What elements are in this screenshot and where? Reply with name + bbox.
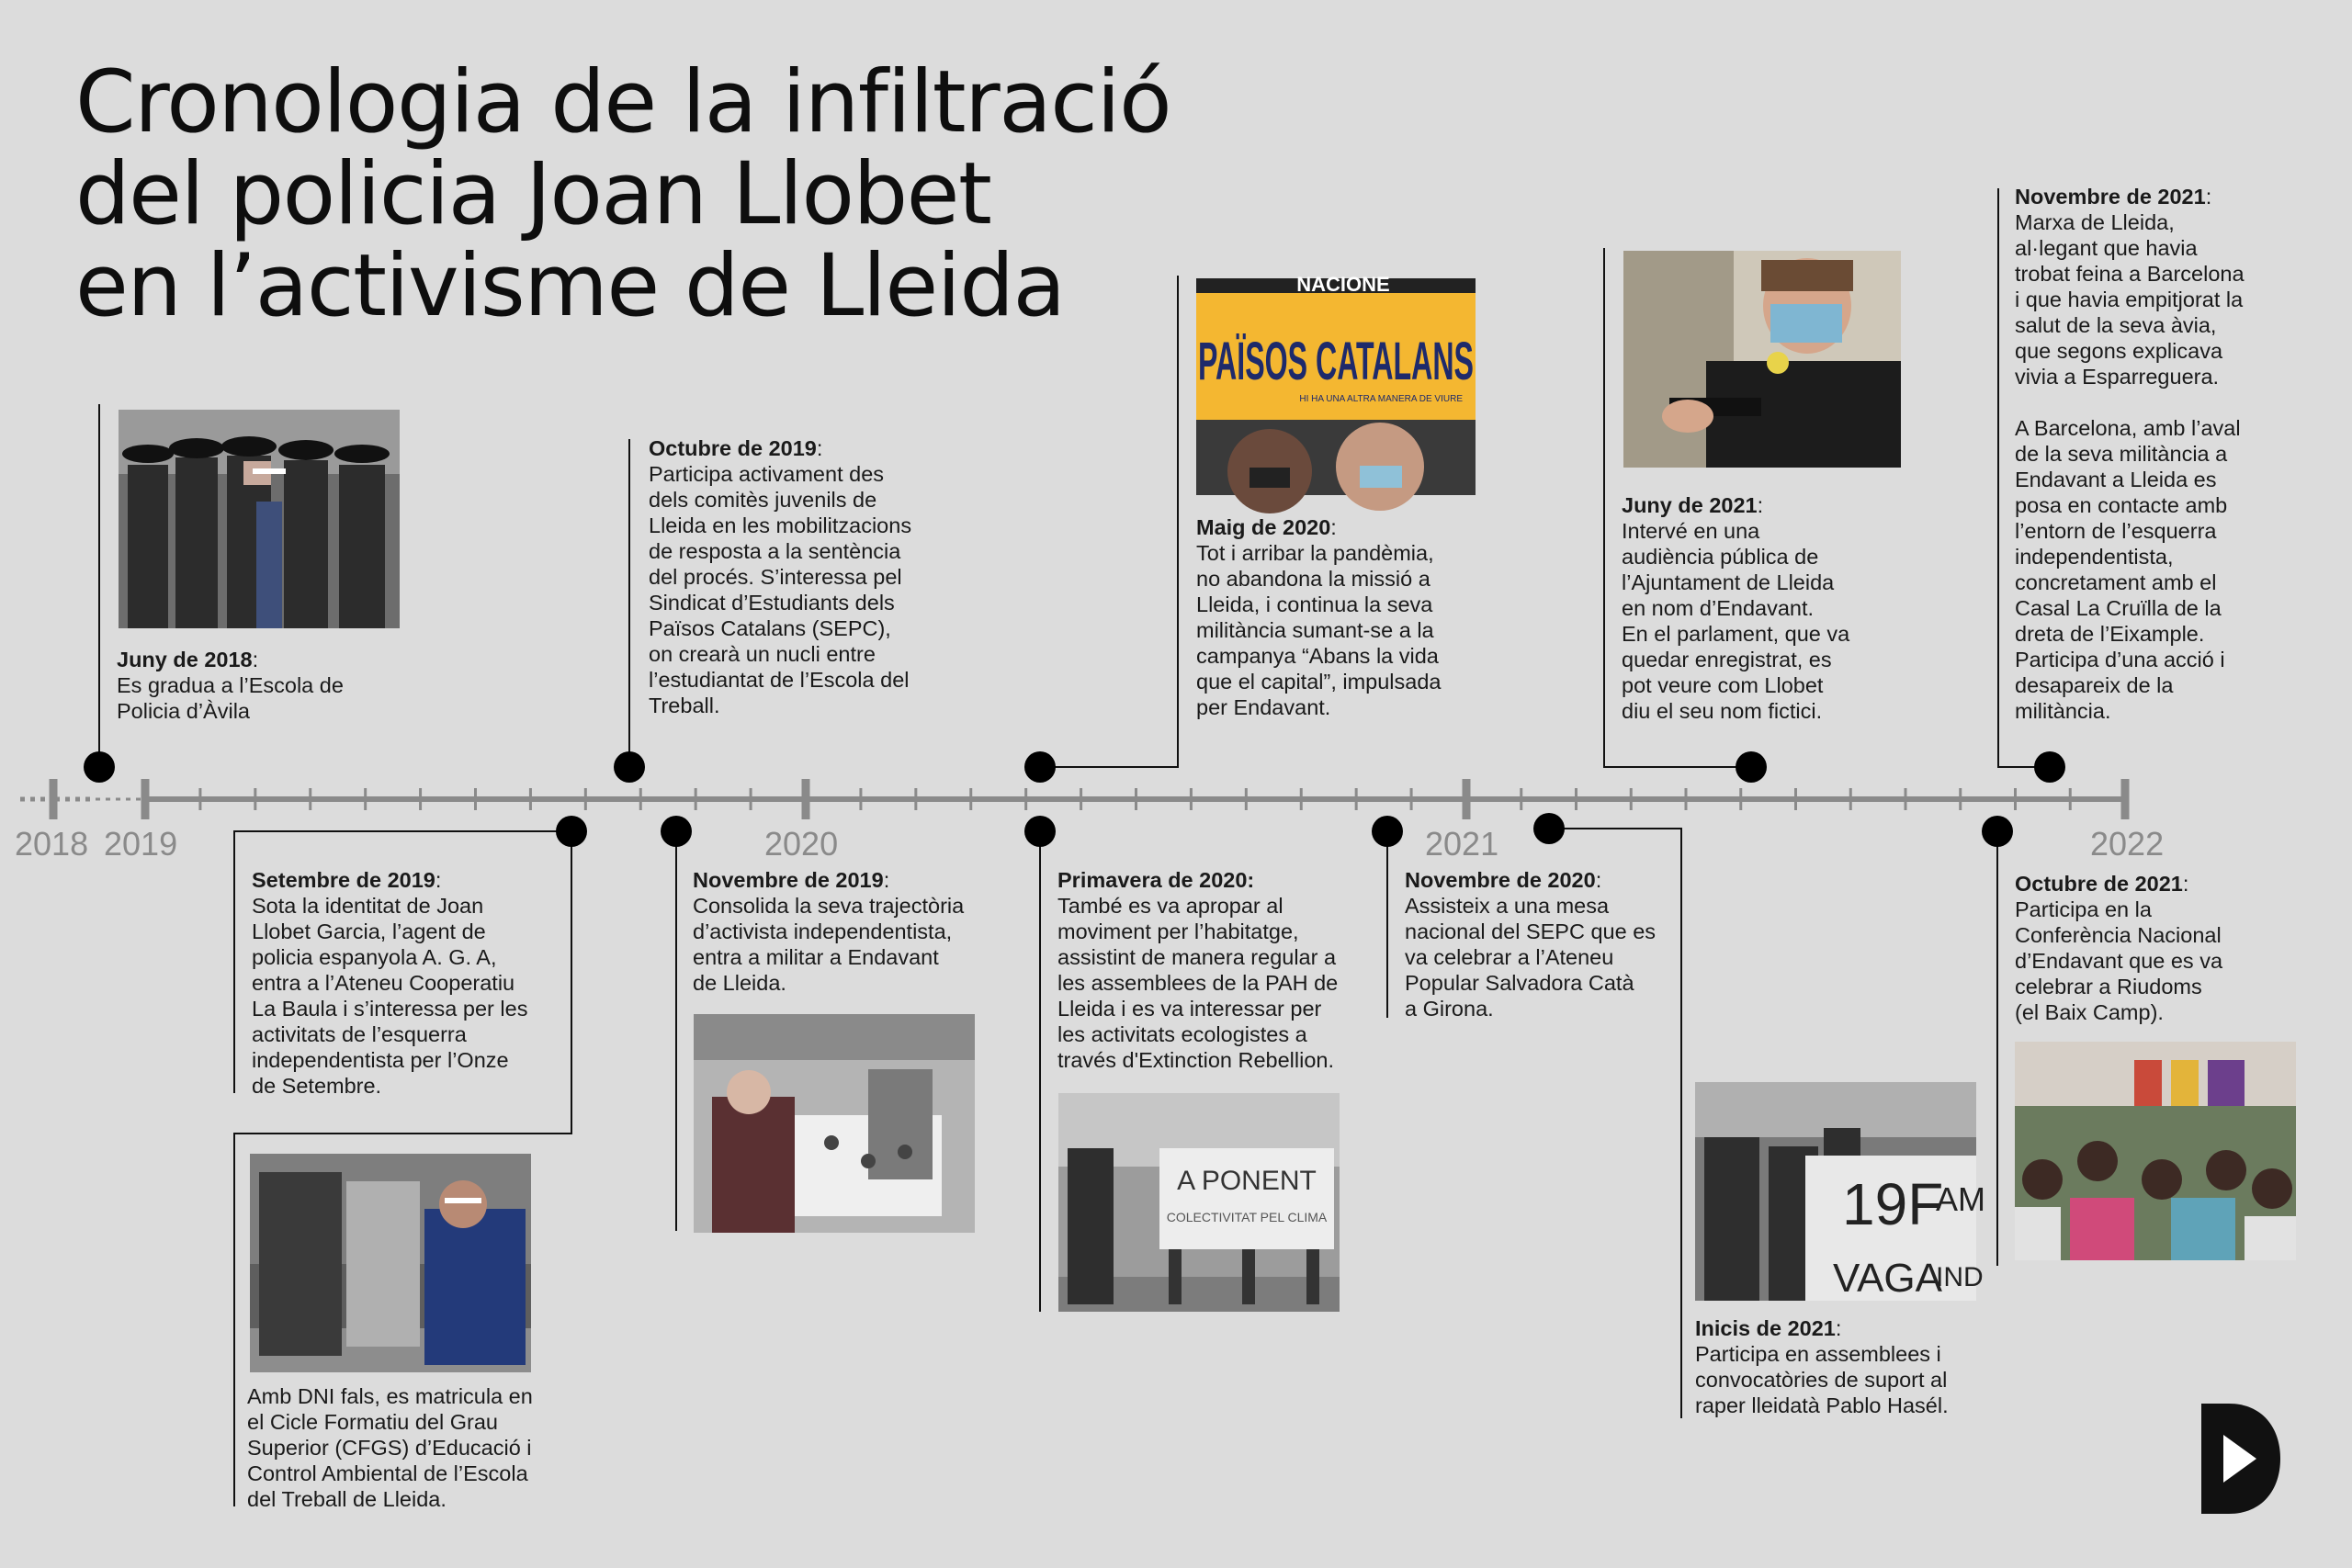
- entry-text: Participa en assemblees i convocatòries de suport al raper lleidatà Pablo Hasél.: [1695, 1342, 1949, 1417]
- sign-text-a-ponent: A PONENT: [1177, 1166, 1317, 1196]
- banner-subtext: HI HA UNA ALTRA MANERA DE VIURE: [1299, 394, 1463, 404]
- entry-text: Sota la identitat de Joan Llobet Garcia, l’agent de policia espanyola A. G. A, entra a l’Ateneu Cooperatiu La Baula i s’interessa per les activitats de l’esquerra independentista per l’Onze de Setembre.: [252, 894, 528, 1098]
- dot-inicis-2021: [1533, 813, 1565, 844]
- entry-date: Novembre de 2019: [693, 868, 884, 892]
- entry-primavera-2020: [1057, 867, 1374, 1073]
- entry-novembre-2020: [1405, 867, 1699, 1021]
- entry-date-sep: :: [816, 436, 823, 460]
- title-line-3: en l’activisme de Lleida: [75, 236, 1065, 336]
- entry-text: Assisteix a una mesa nacional del SEPC que es va celebrar a l’Ateneu Popular Salvadora Catà a Girona.: [1405, 894, 1657, 1021]
- entry-date: Inicis de 2021: [1695, 1316, 1836, 1340]
- dot-setembre-2019: [556, 816, 587, 847]
- entry-text: Participa activament des dels comitès juvenils de Lleida en les mobilitzacions de resposta a la sentència del procés. S’interessa pel Sindicat d’Estudiants dels Països Catalans (SEPC), on crearà un nucli entre l’estudiantat de l’Escola del Treball.: [649, 462, 912, 717]
- entry-text: Tot i arribar la pandèmia, no abandona la missió a Lleida, i continua la seva militància sumant-se a la campanya “Abans la vida que el capital”, impulsada per Endavant.: [1196, 541, 1442, 719]
- entry-date-sep: :: [1835, 1316, 1842, 1340]
- sign-ind: IND: [1936, 1262, 1984, 1292]
- sign-am: AM: [1936, 1180, 1985, 1218]
- entry-text: Amb DNI fals, es matricula en el Cicle Formatiu del Grau Superior (CFGS) d’Educació i Control Ambiental de l’Escola del Treball de Lleida.: [247, 1384, 533, 1511]
- title-line-2: del policia Joan Llobet: [75, 144, 991, 244]
- entry-novembre-2019: [693, 867, 1005, 996]
- entry-text: Participa en la Conferència Nacional d’Endavant que es va celebrar a Riudoms (el Baix Camp).: [2015, 897, 2223, 1024]
- entry-date: Novembre de 2020: [1405, 868, 1596, 892]
- year-label-2020: 2020: [764, 825, 839, 863]
- photo-police-graduation: [119, 410, 400, 628]
- entry-date-sep: :: [2182, 872, 2189, 896]
- banner-top-text: NACIONE: [1296, 273, 1390, 296]
- entry-date-sep: :: [883, 868, 890, 892]
- sign-19f: 19F: [1842, 1171, 1944, 1237]
- entry-text: Intervé en una audiència pública de l’Ajuntament de Lleida en nom d’Endavant. En el parlament, que va quedar enregistrat, es pot veure com Llobet diu el seu nom fictici.: [1622, 519, 1850, 723]
- dot-juny-2021: [1736, 751, 1767, 783]
- entry-date-sep: :: [435, 868, 442, 892]
- dot-novembre-2020: [1372, 816, 1403, 847]
- entry-text: Es gradua a l’Escola de Policia d’Àvila: [117, 673, 344, 723]
- sign-vaga: VAGA: [1833, 1256, 1943, 1301]
- entry-date: Octubre de 2021: [2015, 872, 2183, 896]
- photo-banner-paisos-catalans: [1196, 273, 1476, 495]
- entry-octubre-2021: [2015, 871, 2309, 1025]
- entry-date: Setembre de 2019: [252, 868, 435, 892]
- photo-pah-protest: [1058, 1093, 1340, 1312]
- entry-date-sep: :: [252, 648, 259, 671]
- entry-date-sep: :: [1757, 493, 1764, 517]
- dot-maig-2020: [1024, 751, 1056, 783]
- year-label-2022: 2022: [2090, 825, 2165, 863]
- dot-juny-2018: [84, 751, 115, 783]
- dot-novembre-2021: [2034, 751, 2065, 783]
- entry-date-sep: :: [1330, 515, 1337, 539]
- d-play-logo: [2201, 1404, 2280, 1514]
- photo-conferencia-nacional: [2015, 1042, 2296, 1260]
- dot-octubre-2019: [614, 751, 645, 783]
- entry-date: Maig de 2020: [1196, 515, 1331, 539]
- dot-primavera-2020: [1024, 816, 1056, 847]
- entry-inicis-2021: [1695, 1315, 1998, 1418]
- entry-text: Consolida la seva trajectòria d’activista independentista, entra a militar a Endavant de Lleida.: [693, 894, 965, 995]
- photo-audiencia-publica: [1623, 251, 1901, 468]
- entry-date: Juny de 2018: [117, 648, 253, 671]
- year-label-2019: 2019: [104, 825, 178, 863]
- entry-date: Juny de 2021: [1622, 493, 1758, 517]
- entry-octubre-2019: [649, 435, 961, 718]
- entry-date-sep: :: [1595, 868, 1602, 892]
- photo-endavant-dinner: [694, 1014, 975, 1233]
- entry-text: També es va apropar al moviment per l’habitatge, assistint de manera regular a les assemblees de la PAH de Lleida i es va interessar per les activitats ecologistes a través d'Extinction Rebellion.: [1057, 894, 1339, 1072]
- year-label-2021: 2021: [1425, 825, 1499, 863]
- entry-dni-fals: [247, 1383, 560, 1512]
- entry-maig-2020: [1196, 514, 1490, 720]
- entry-date: Primavera de 2020:: [1057, 868, 1255, 892]
- entry-juny-2021: [1622, 492, 1916, 724]
- dot-octubre-2021: [1982, 816, 2013, 847]
- year-label-2018: 2018: [15, 825, 89, 863]
- entry-text-2: A Barcelona, amb l’aval de la seva militància a Endavant a Lleida es posa en contacte amb l’entorn de l’esquerra independentista, concretament amb el Casal La Cruïlla de la dreta de l’Eixample. Participa d’una acció i desapareix de la militància.: [2015, 416, 2241, 723]
- entry-date-sep: :: [2205, 185, 2212, 209]
- entry-date: Novembre de 2021: [2015, 185, 2206, 209]
- entry-date: Octubre de 2019: [649, 436, 817, 460]
- entry-juny-2018: [117, 647, 411, 724]
- dot-novembre-2019: [661, 816, 692, 847]
- title-line-1: Cronologia de la infiltració: [75, 52, 1171, 152]
- photo-pablo-hasel-protest: [1695, 1082, 1985, 1301]
- entry-novembre-2021: [2015, 184, 2309, 724]
- banner-text: PAÏSOS CATALANS: [1198, 332, 1474, 391]
- entry-text: Marxa de Lleida, al·legant que havia trobat feina a Barcelona i que havia empitjorat la salut de la seva àvia, que segons explicava vivia a Esparreguera.: [2015, 210, 2245, 389]
- photo-street-scene: [250, 1154, 531, 1372]
- entry-setembre-2019: [252, 867, 564, 1099]
- connector-e5: [1040, 276, 1178, 767]
- sign-text-collectivitat: COLECTIVITAT PEL CLIMA: [1166, 1210, 1328, 1224]
